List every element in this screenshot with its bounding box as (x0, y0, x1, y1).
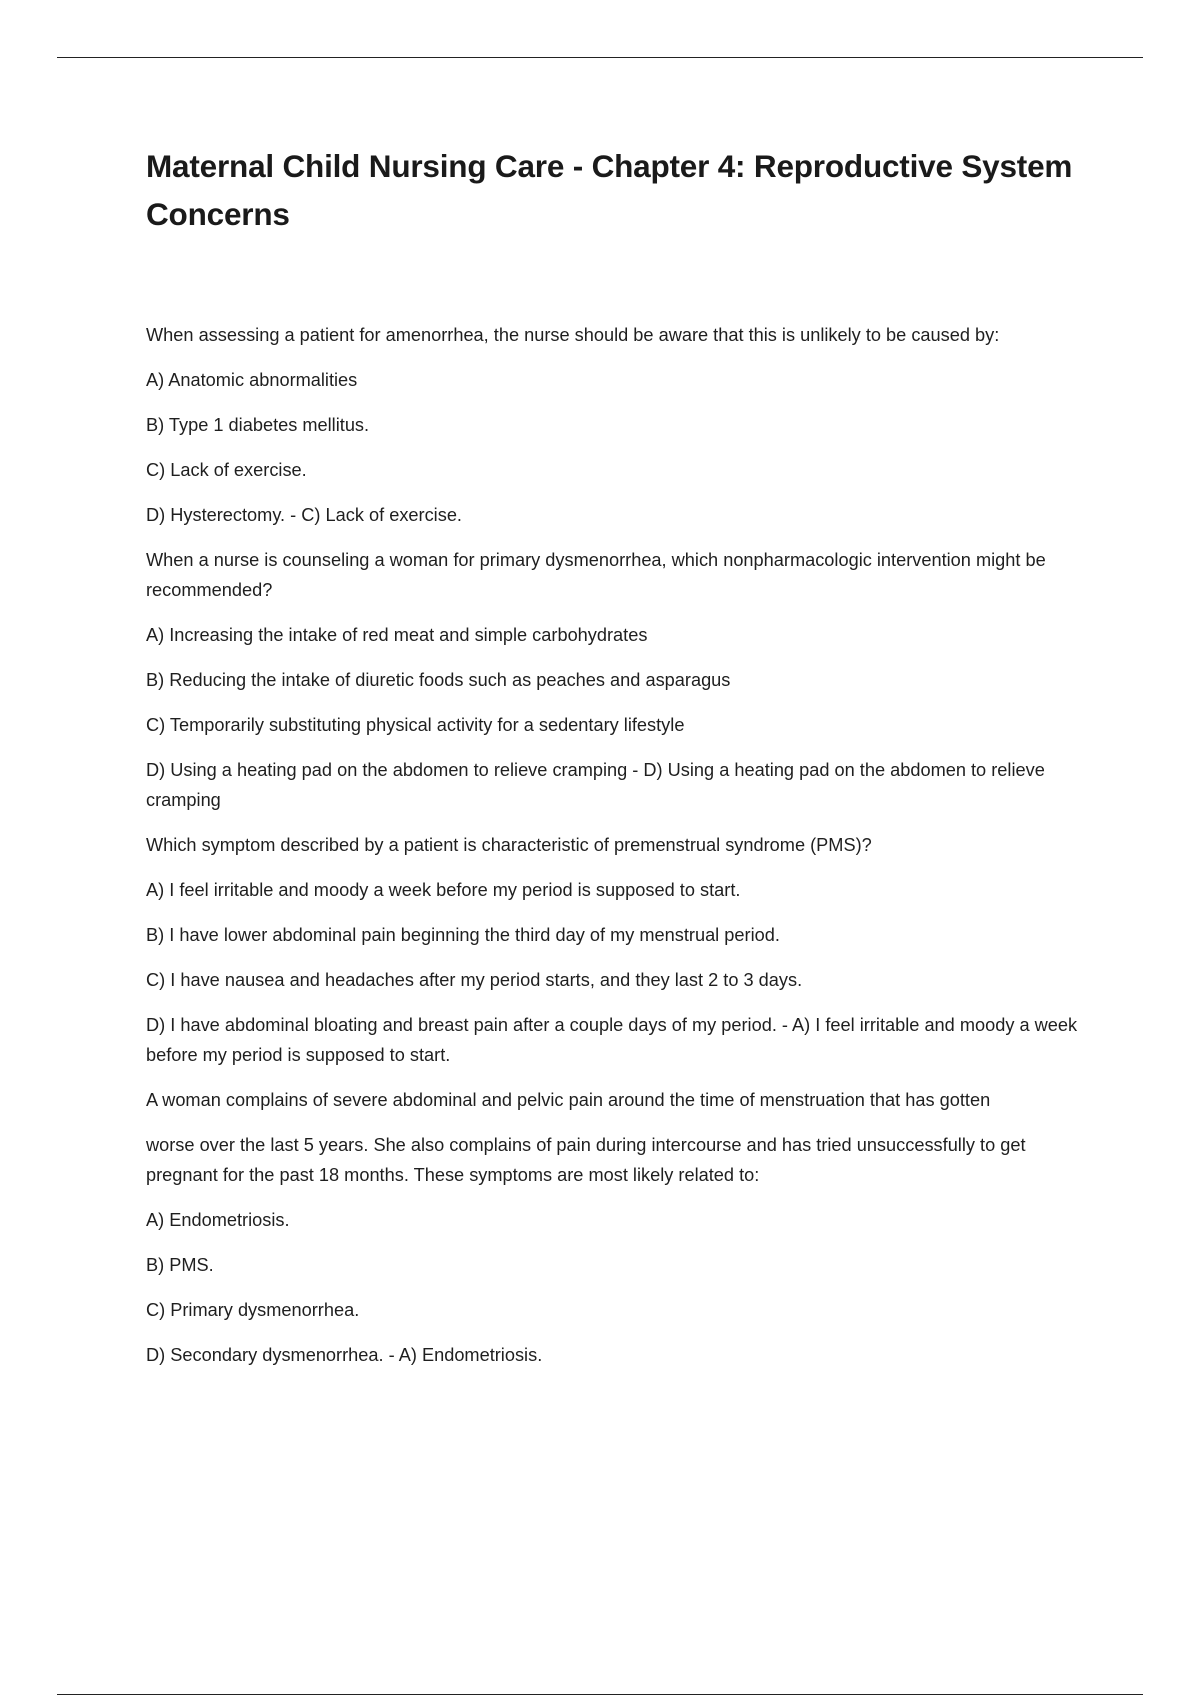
question-3-option-c: C) I have nausea and headaches after my period starts, and they last 2 to 3 days. (146, 970, 803, 990)
question-1-option-d-answer: D) Hysterectomy. - C) Lack of exercise. (146, 505, 462, 525)
question-2-option-a: A) Increasing the intake of red meat and simple carbohydrates (146, 625, 648, 645)
question-2-option-d-answer: D) Using a heating pad on the abdomen to relieve cramping - D) Using a heating pad on the abdomen to relieve cramping (146, 760, 1045, 810)
document-body (146, 142, 1096, 1385)
question-4-stem-part-2: worse over the last 5 years. She also complains of pain during intercourse and has tried unsuccessfully to get pregnant for the past 18 months. These symptoms are most likely related to: (146, 1135, 1026, 1185)
question-3-option-b: B) I have lower abdominal pain beginning the third day of my menstrual period. (146, 925, 780, 945)
question-list (146, 320, 1096, 1370)
question-1-option-b: B) Type 1 diabetes mellitus. (146, 415, 370, 435)
question-3-stem: Which symptom described by a patient is characteristic of premenstrual syndrome (PMS)? (146, 835, 872, 855)
question-3-option-d-answer: D) I have abdominal bloating and breast pain after a couple days of my period. - A) I feel irritable and moody a week before my period is supposed to start. (146, 1015, 1078, 1065)
question-4-option-d-answer: D) Secondary dysmenorrhea. - A) Endometriosis. (146, 1345, 543, 1365)
question-4-option-a: A) Endometriosis. (146, 1210, 290, 1230)
question-2-option-c: C) Temporarily substituting physical activity for a sedentary lifestyle (146, 715, 685, 735)
question-1-option-a: A) Anatomic abnormalities (146, 370, 358, 390)
question-3-option-a: A) I feel irritable and moody a week before my period is supposed to start. (146, 880, 741, 900)
question-2-option-b: B) Reducing the intake of diuretic foods such as peaches and asparagus (146, 670, 731, 690)
question-4-stem-part-1: A woman complains of severe abdominal and pelvic pain around the time of menstruation that has gotten (146, 1090, 991, 1110)
question-4-option-c: C) Primary dysmenorrhea. (146, 1300, 360, 1320)
question-2-stem: When a nurse is counseling a woman for primary dysmenorrhea, which nonpharmacologic intervention might be recommended? (146, 550, 1046, 600)
top-rule (57, 57, 1143, 58)
question-4-option-b: B) PMS. (146, 1255, 214, 1275)
document-title: Maternal Child Nursing Care - Chapter 4: Reproductive System Concerns (146, 148, 1073, 232)
bottom-rule (57, 1694, 1143, 1695)
question-1-stem: When assessing a patient for amenorrhea, the nurse should be aware that this is unlikely to be caused by: (146, 325, 1000, 345)
question-1-option-c: C) Lack of exercise. (146, 460, 307, 480)
